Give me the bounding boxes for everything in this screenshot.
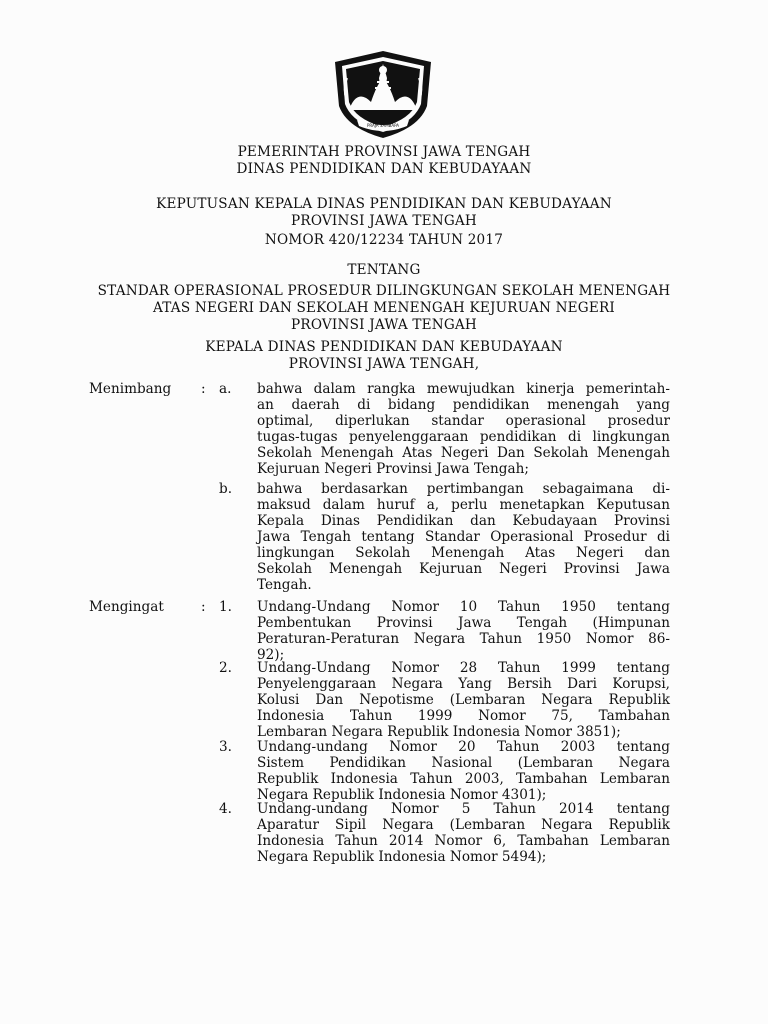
mengingat-item-4: Undang-undang Nomor 5 Tahun 2014 tentang Aparatur Sipil Negara (Lembaran Negara Republik Indonesia Tahun 2014 Nomor 6, Tambahan Lembaran Negara Republik Indonesia Nomor 5494);: [257, 801, 670, 865]
menimbang-item-a: bahwa dalam rangka mewujudkan kinerja pemerintah- an daerah di bidang pendidikan menengah yang optimal, diperlukan standar operasional prosedur tugas-tugas penyelenggaraan pendidikan di lingkungan Sekolah Menengah Atas Negeri Dan Sekolah Menengah Kejuruan Negeri Provinsi Jawa Tengah;: [257, 381, 670, 477]
decree-subject-line-2: ATAS NEGERI DAN SEKOLAH MENENGAH KEJURUAN NEGERI: [153, 300, 615, 316]
decree-subject: [0, 283, 768, 334]
mengingat-item-3: Undang-undang Nomor 20 Tahun 2003 tentang Sistem Pendidikan Nasional (Lembaran Negara Republik Indonesia Tahun 2003, Tambahan Lembaran Negara Republik Indonesia Nomor 4301);: [257, 739, 670, 803]
mengingat-item-3-mark: 3.: [219, 739, 232, 755]
decree-subject-line-3: PROVINSI JAWA TENGAH: [291, 317, 477, 333]
jawa-tengah-emblem-icon: [327, 48, 439, 140]
letterhead: [0, 144, 768, 178]
issuing-official-line-2: PROVINSI JAWA TENGAH,: [288, 356, 480, 372]
menimbang-item-a-mark: a.: [219, 381, 232, 397]
decree-number: NOMOR 420/12234 TAHUN 2017: [264, 232, 504, 248]
mengingat-item-1-mark: 1.: [219, 599, 232, 615]
mengingat-colon: :: [201, 599, 206, 615]
menimbang-colon: :: [201, 381, 206, 397]
letterhead-agency: DINAS PENDIDIKAN DAN KEBUDAYAAN: [236, 161, 532, 177]
decree-title-line-1: KEPUTUSAN KEPALA DINAS PENDIDIKAN DAN KEBUDAYAAN: [156, 196, 612, 212]
decree-title: [0, 196, 768, 230]
letterhead-government: PEMERINTAH PROVINSI JAWA TENGAH: [237, 144, 531, 160]
mengingat-item-1: Undang-Undang Nomor 10 Tahun 1950 tentang Pembentukan Provinsi Jawa Tengah (Himpunan Peraturan-Peraturan Negara Tahun 1950 Nomor 86- 92);: [257, 599, 670, 663]
issuing-official: [0, 339, 768, 373]
menimbang-label: Menimbang: [89, 381, 172, 397]
issuing-official-line-1: KEPALA DINAS PENDIDIKAN DAN KEBUDAYAAN: [205, 339, 563, 355]
decree-about-heading: TENTANG: [347, 262, 421, 278]
mengingat-item-4-mark: 4.: [219, 801, 232, 817]
mengingat-label: Mengingat: [89, 599, 164, 615]
emblem-motto: PRAJA SAMBAPA: [366, 123, 400, 128]
decree-subject-line-1: STANDAR OPERASIONAL PROSEDUR DILINGKUNGAN SEKOLAH MENENGAH: [97, 283, 671, 299]
decree-title-line-2: PROVINSI JAWA TENGAH: [291, 213, 477, 229]
menimbang-item-b: bahwa berdasarkan pertimbangan sebagaimana di- maksud dalam huruf a, perlu menetapkan Keputusan Kepala Dinas Pendidikan dan Kebudayaan Provinsi Jawa Tengah tentang Standar Operasional Prosedur di lingkungan Sekolah Menengah Atas Negeri dan Sekolah Menengah Kejuruan Negeri Provinsi Jawa Tengah.: [257, 481, 670, 593]
menimbang-item-b-mark: b.: [219, 481, 233, 497]
mengingat-item-2-mark: 2.: [219, 660, 232, 676]
mengingat-item-2: Undang-Undang Nomor 28 Tahun 1999 tentang Penyelenggaraan Negara Yang Bersih Dari Korupsi, Kolusi Dan Nepotisme (Lembaran Negara Republik Indonesia Tahun 1999 Nomor 75, Tambahan Lembaran Negara Republik Indonesia Nomor 3851);: [257, 660, 670, 740]
